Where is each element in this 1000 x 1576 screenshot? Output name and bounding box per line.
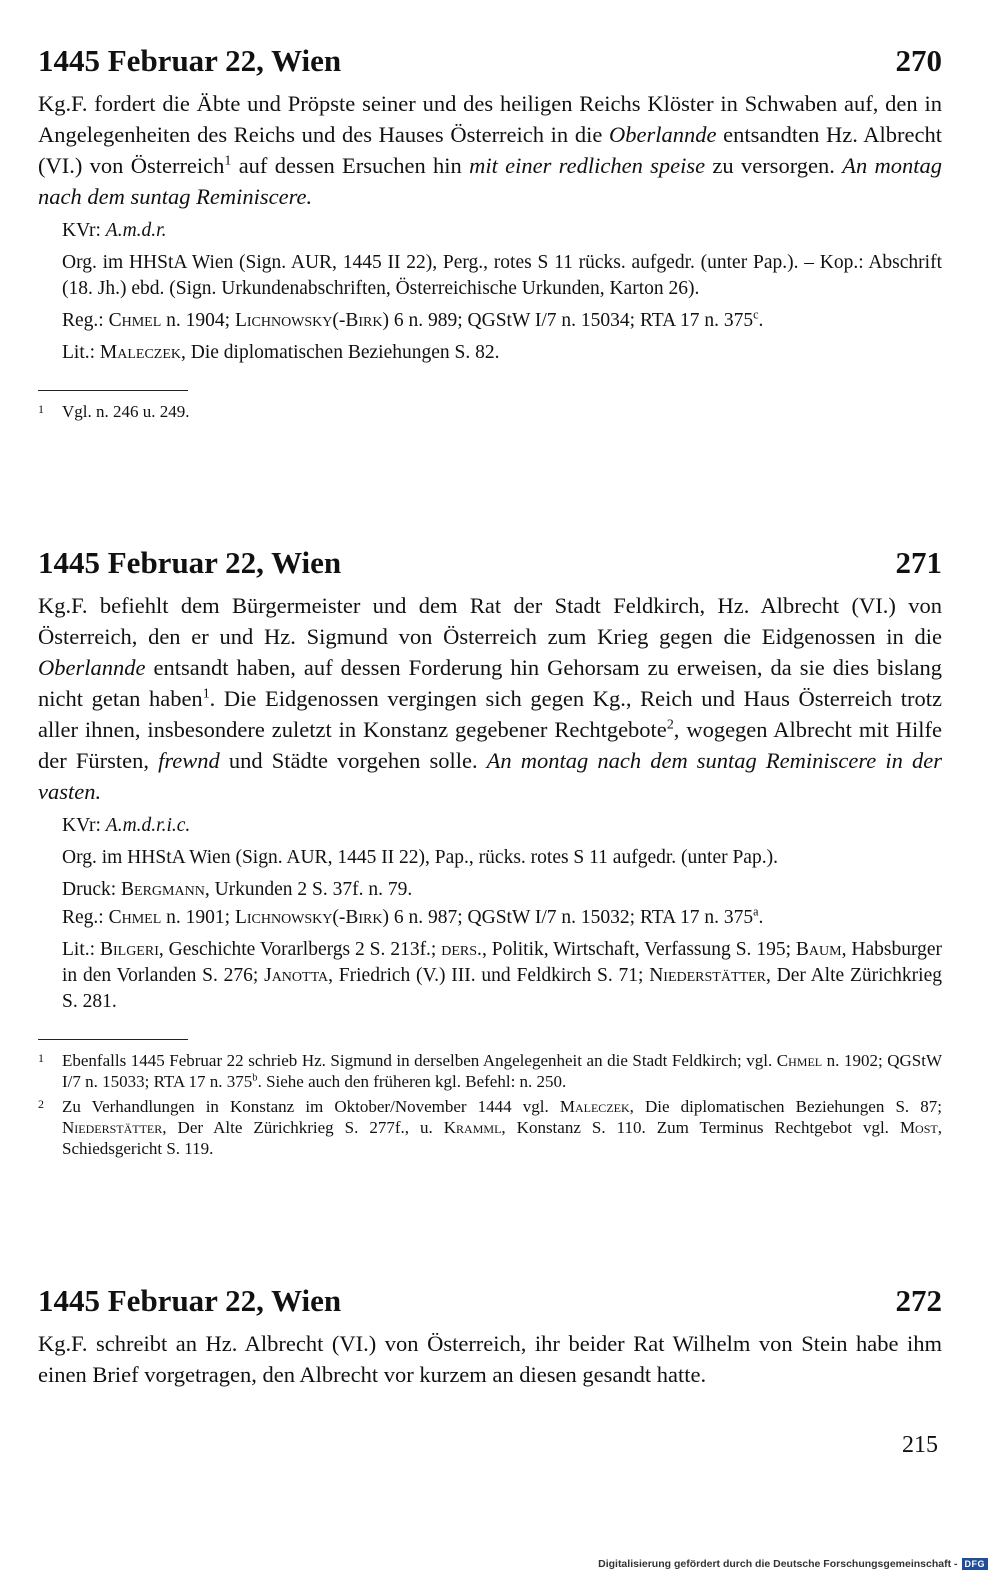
credit-text: Digitalisierung gefördert durch die Deutsche Forschungsgemeinschaft - bbox=[598, 1558, 958, 1570]
footnote: 2 Zu Verhandlungen in Konstanz im Oktober/November 1444 vgl. Maleczek, Die diplomatischen Beziehungen S. 87; Niederstätter, Der Alte Zürichkrieg S. 277f., u. Kramml, Konstanz S. 110. Zum Terminus Rechtgebot vgl. Most, Schiedsgericht S. 119. bbox=[38, 1097, 942, 1158]
footnote-divider bbox=[38, 390, 188, 391]
entry-271 bbox=[38, 544, 942, 1159]
page-number: 215 bbox=[902, 1432, 938, 1458]
footnote-ref[interactable]: 1 bbox=[202, 686, 210, 702]
original-record: Org. im HHStA Wien (Sign. AUR, 1445 II 22), Pap., rücks. rotes S 11 aufgedr. (unter Pap.). bbox=[62, 847, 778, 868]
print-line: Druck: Bergmann, Urkunden 2 S. 37f. n. 79. bbox=[62, 879, 413, 900]
literature-line: Lit.: Maleczek, Die diplomatischen Beziehungen S. 82. bbox=[62, 342, 500, 363]
digitization-credit bbox=[598, 1558, 988, 1570]
entry-summary: Kg.F. fordert die Äbte und Pröpste seiner und des heiligen Reichs Klöster in Schwaben auf, den in Angelegenheiten des Reichs und des Hauses Österreich in die Oberlannde entsandten Hz. Albrecht (VI.) von Österreich$^1$ auf dessen Ersuchen hin mit einer redlichen speise zu versorgen. An montag nach dem suntag Reminiscere. bbox=[38, 91, 943, 209]
entry-summary: Kg.F. schreibt an Hz. Albrecht (VI.) von Österreich, ihr beider Rat Wilhelm von Stein habe ihm einen Brief vorgetragen, den Albrecht vor kurzem an diesen gesandt hatte. bbox=[38, 1331, 942, 1387]
entry-272 bbox=[38, 1282, 942, 1390]
entry-heading bbox=[38, 1282, 942, 1320]
footnote-divider bbox=[38, 1039, 188, 1040]
entry-number: 270 bbox=[895, 43, 942, 78]
dating-clause: An montag nach dem suntag Reminiscere. bbox=[38, 153, 943, 209]
footnote: 1 Ebenfalls 1445 Februar 22 schrieb Hz. Sigmund in derselben Angelegenheit an die Stadt Feldkirch; vgl. Chmel n. 1902; QGStW I/7 n. 15033; RTA 17 n. 375$^b$. Siehe auch den früheren kgl. Befehl: n. 250. bbox=[38, 1051, 942, 1091]
entry-number: 272 bbox=[895, 1283, 942, 1318]
entry-summary: Kg.F. befiehlt dem Bürgermeister und dem Rat der Stadt Feldkirch, Hz. Albrecht (VI.) von Österreich, den er und Hz. Sigmund von Österreich zum Krieg gegen die Eidgenossen in die Oberlannde entsandt haben, auf dessen Forderung hin Gehorsam zu erweisen, da sie dies bislang nicht getan haben$^1$. Die Eidgenossen vergingen sich gegen Kg., Reich und Haus Österreich trotz aller ihnen, insbesondere zuletzt in Konstanz gegebener Rechtgebote$^2$, wogegen Albrecht mit Hilfe der Fürsten, frewnd und Städte vorgehen solle. An montag nach dem suntag Reminiscere in der vasten. bbox=[38, 593, 943, 804]
footnote-ref[interactable]: 2 bbox=[666, 717, 674, 733]
kvr-line: KVr: A.m.d.r. bbox=[62, 220, 167, 241]
regesta-line: Reg.: Chmel n. 1904; Lichnowsky(-Birk) 6 n. 989; QGStW I/7 n. 15034; RTA 17 n. 375$^c$. bbox=[62, 307, 764, 331]
dating-clause: An montag nach dem suntag Reminiscere in der vasten. bbox=[38, 748, 942, 804]
literature-line: Lit.: Bilgeri, Geschichte Vorarlbergs 2 S. 213f.; ders., Politik, Wirtschaft, Verfassung S. 195; Baum, Habsburger in den Vorlanden S. 276; Janotta, Friedrich (V.) III. und Feldkirch S. 71; Niederstätter, Der Alte Zürichkrieg S. 281. bbox=[62, 939, 942, 1012]
entry-270 bbox=[38, 42, 942, 422]
footnote-ref[interactable]: 1 bbox=[224, 153, 232, 169]
kvr-line: KVr: A.m.d.r.i.c. bbox=[62, 815, 191, 836]
regesta-line: Reg.: Chmel n. 1901; Lichnowsky(-Birk) 6 n. 987; QGStW I/7 n. 15032; RTA 17 n. 375$^a$. bbox=[62, 904, 764, 928]
entry-date: 1445 Februar 22, Wien bbox=[38, 1283, 342, 1318]
entry-number: 271 bbox=[895, 545, 942, 580]
entry-date: 1445 Februar 22, Wien bbox=[38, 43, 342, 78]
entry-heading bbox=[38, 42, 942, 80]
original-record: Org. im HHStA Wien (Sign. AUR, 1445 II 22), Perg., rotes S 11 rücks. aufgedr. (unter Pap.). – Kop.: Abschrift (18. Jh.) ebd. (Sign. Urkundenabschriften, Österreichische Urkunden, Karton 26). bbox=[62, 252, 942, 299]
dfg-logo-icon: DFG bbox=[962, 1558, 989, 1570]
footnote: 1 Vgl. n. 246 u. 249. bbox=[38, 402, 190, 421]
entry-heading bbox=[38, 544, 942, 582]
entry-date: 1445 Februar 22, Wien bbox=[38, 545, 342, 580]
